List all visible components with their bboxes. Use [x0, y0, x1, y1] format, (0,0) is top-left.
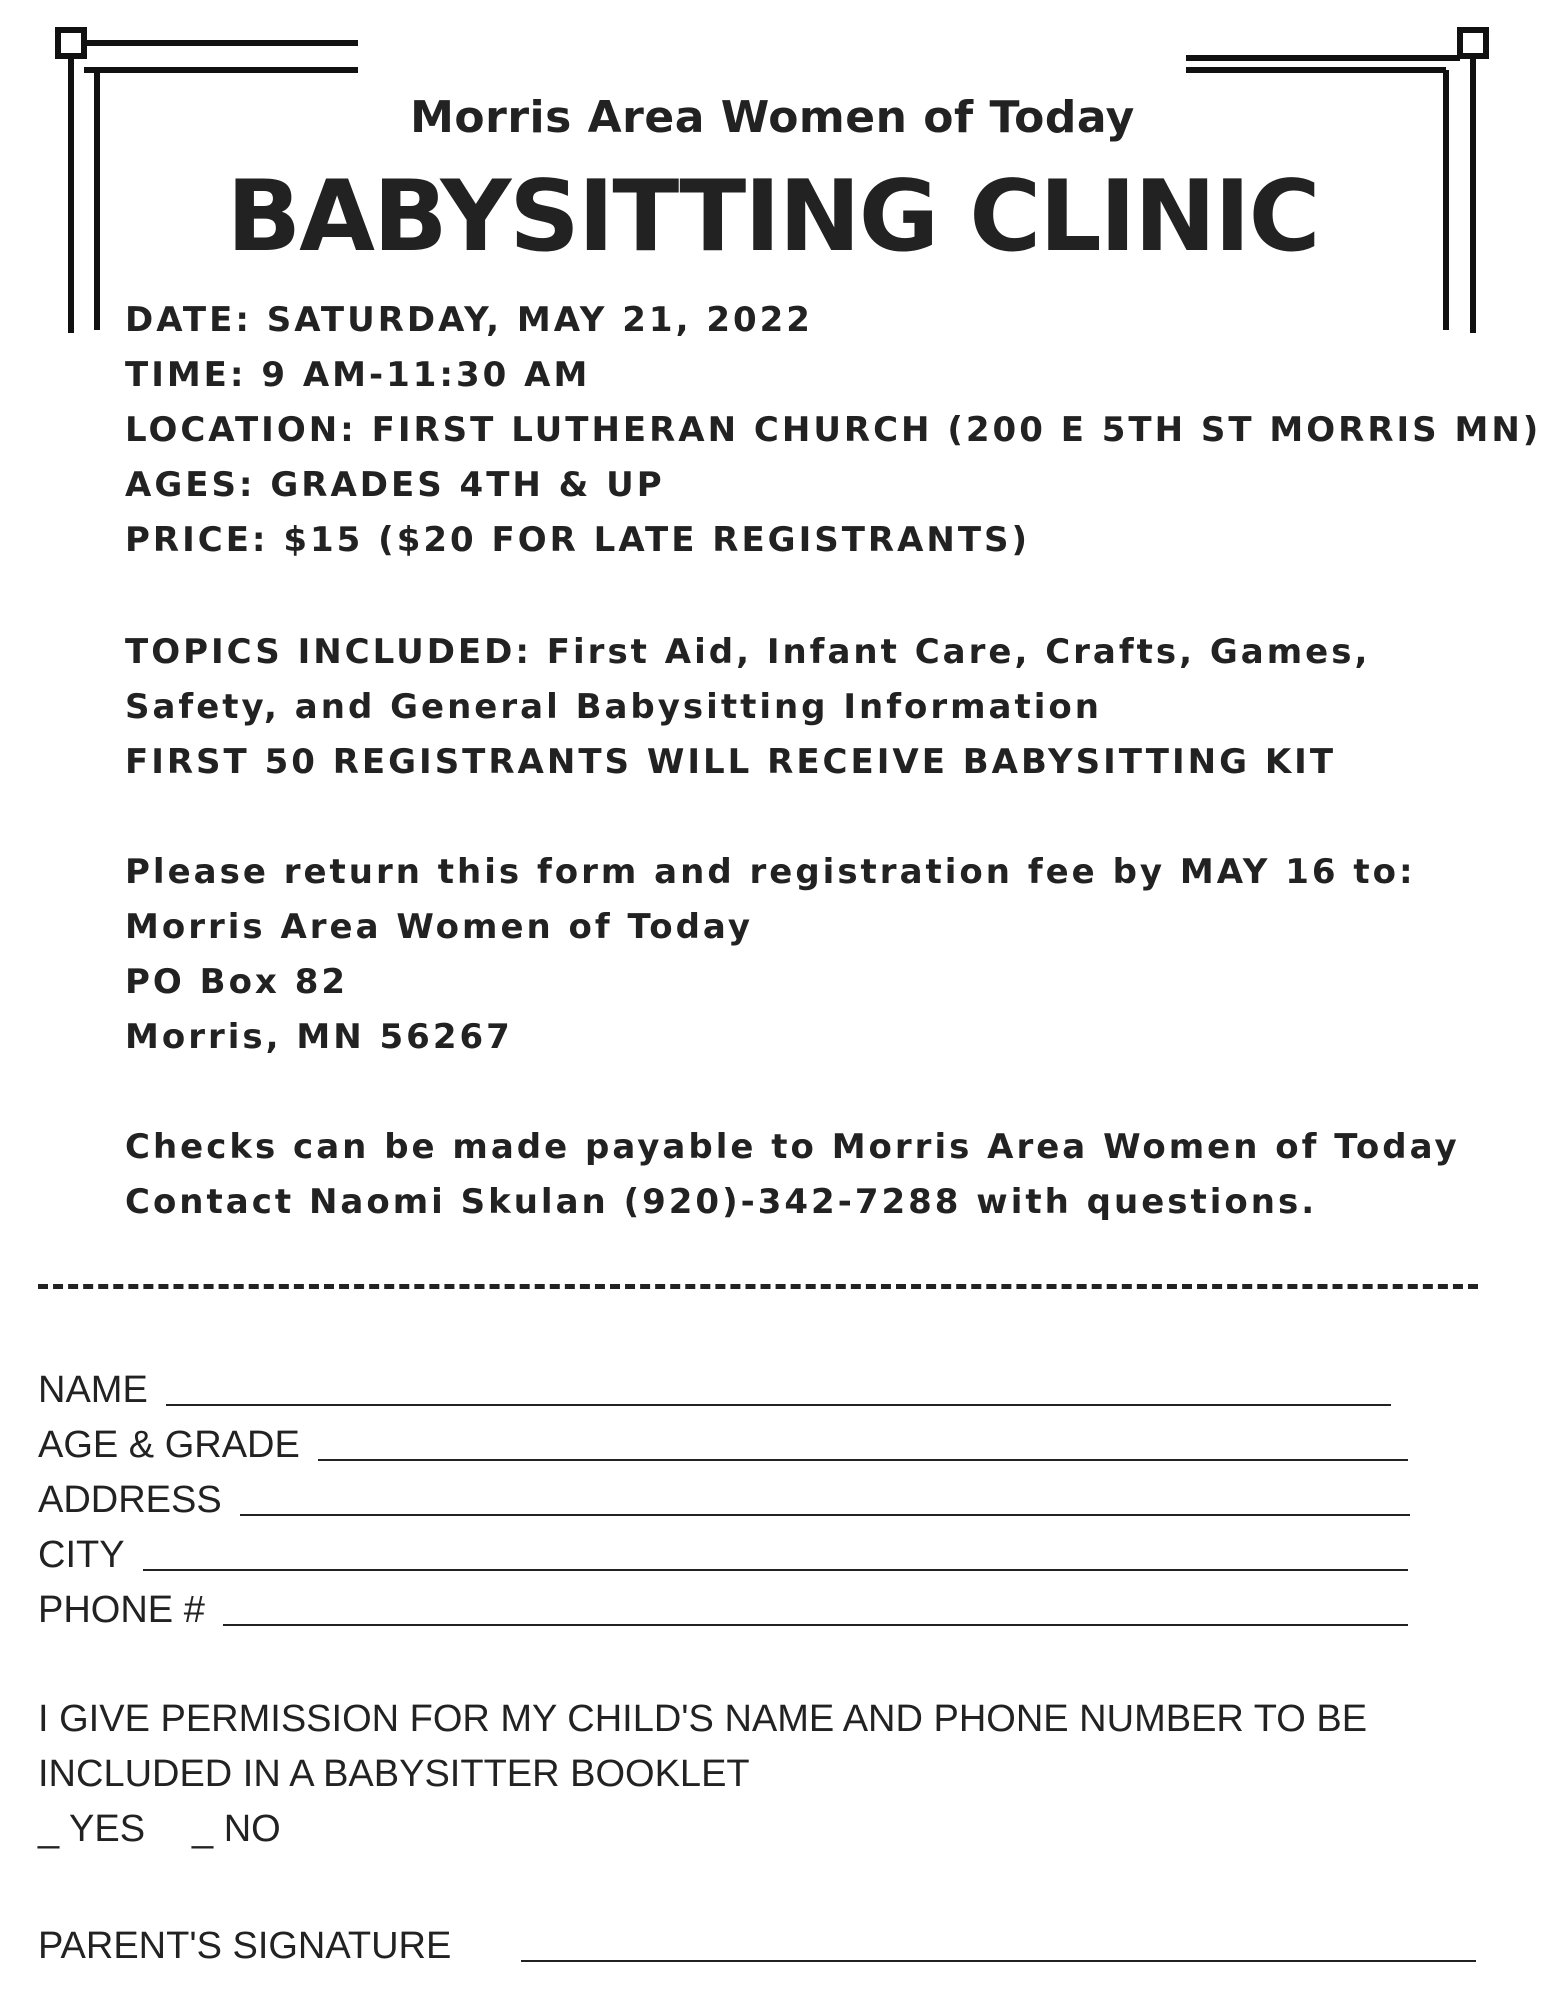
age-grade-field[interactable]: [38, 1417, 1408, 1467]
event-date: DATE: SATURDAY, MAY 21, 2022: [125, 300, 813, 340]
phone-label: PHONE #: [38, 1589, 205, 1631]
signature-input-line[interactable]: [521, 1960, 1476, 1962]
cut-line-divider: [38, 1284, 1478, 1289]
event-location: LOCATION: FIRST LUTHERAN CHURCH (200 E 5TH ST MORRIS MN): [125, 410, 1542, 450]
name-field[interactable]: [38, 1362, 1391, 1412]
phone-field[interactable]: [38, 1582, 1408, 1632]
contact-info: Contact Naomi Skulan (920)-342-7288 with questions.: [125, 1182, 1318, 1222]
permission-no-option[interactable]: _ NO: [192, 1808, 281, 1850]
organization-name: Morris Area Women of Today: [410, 92, 1135, 143]
address-input-line[interactable]: [240, 1514, 1410, 1516]
signature-label: PARENT'S SIGNATURE: [38, 1925, 452, 1967]
return-org: Morris Area Women of Today: [125, 907, 753, 947]
signature-field[interactable]: [38, 1918, 1476, 1968]
event-ages: AGES: GRADES 4TH & UP: [125, 465, 665, 505]
phone-input-line[interactable]: [223, 1624, 1408, 1626]
return-po-box: PO Box 82: [125, 962, 349, 1002]
frame-corner-square-right: [1460, 30, 1486, 56]
topics-line-2: Safety, and General Babysitting Information: [125, 687, 1102, 727]
city-input-line[interactable]: [143, 1569, 1408, 1571]
event-price: PRICE: $15 ($20 FOR LATE REGISTRANTS): [125, 520, 1031, 560]
permission-line-2: INCLUDED IN A BABYSITTER BOOKLET: [38, 1753, 750, 1795]
name-input-line[interactable]: [166, 1404, 1391, 1406]
address-label: ADDRESS: [38, 1479, 222, 1521]
kit-notice: FIRST 50 REGISTRANTS WILL RECEIVE BABYSITTING KIT: [125, 742, 1337, 782]
frame-corner-square-left: [58, 30, 84, 56]
age-grade-label: AGE & GRADE: [38, 1424, 300, 1466]
topics-line-1: TOPICS INCLUDED: First Aid, Infant Care, Crafts, Games,: [125, 632, 1371, 672]
return-city: Morris, MN 56267: [125, 1017, 513, 1057]
address-field[interactable]: [38, 1472, 1410, 1522]
checks-payable: Checks can be made payable to Morris Area Women of Today: [125, 1127, 1460, 1167]
page-title: BABYSITTING CLINIC: [226, 160, 1319, 274]
city-field[interactable]: [38, 1527, 1408, 1577]
permission-line-1: I GIVE PERMISSION FOR MY CHILD'S NAME AND PHONE NUMBER TO BE: [38, 1698, 1368, 1740]
city-label: CITY: [38, 1534, 125, 1576]
name-label: NAME: [38, 1369, 148, 1411]
event-time: TIME: 9 AM-11:30 AM: [125, 355, 591, 395]
permission-yes-option[interactable]: _ YES: [38, 1808, 146, 1850]
age-grade-input-line[interactable]: [318, 1459, 1408, 1461]
return-instruction: Please return this form and registration fee by MAY 16 to:: [125, 852, 1416, 892]
